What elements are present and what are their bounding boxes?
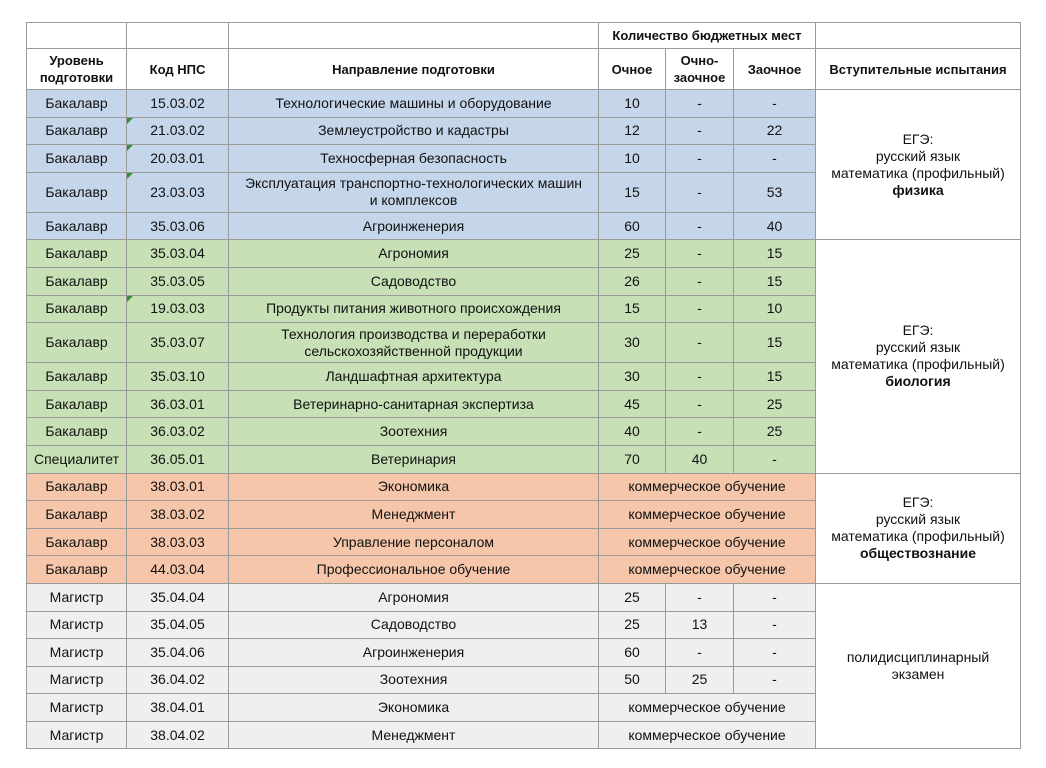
cell-marker-icon [127,296,133,302]
code-cell: 38.03.03 [127,528,229,556]
direction-cell: Садоводство [229,267,599,295]
full-time-cell: 12 [599,117,666,145]
full-time-cell: 25 [599,583,666,611]
part-time-cell: - [666,267,734,295]
code-cell: 35.03.06 [127,212,229,240]
full-time-cell: 60 [599,639,666,667]
code-cell: 23.03.03 [127,172,229,212]
level-cell: Бакалавр [27,473,127,501]
commercial-cell: коммерческое обучение [599,556,816,584]
direction-cell: Зоотехния [229,666,599,694]
part-time-cell: - [666,90,734,118]
full-time-header: Очное [599,49,666,90]
level-cell: Специалитет [27,445,127,473]
correspondence-cell: - [734,445,816,473]
direction-cell: Управление персоналом [229,528,599,556]
part-time-cell: - [666,418,734,446]
code-cell: 36.05.01 [127,445,229,473]
level-cell: Бакалавр [27,390,127,418]
table-row [27,583,1021,611]
part-time-cell: - [666,323,734,363]
level-header: Уровень подготовки [27,49,127,90]
direction-cell: Менеджмент [229,721,599,749]
full-time-cell: 50 [599,666,666,694]
header-empty-cell [229,23,599,49]
direction-cell: Зоотехния [229,418,599,446]
direction-cell: Садоводство [229,611,599,639]
table-body [27,90,1021,749]
full-time-cell: 10 [599,145,666,173]
level-cell: Бакалавр [27,363,127,391]
correspondence-cell: 22 [734,117,816,145]
exams-header: Вступительные испытания [816,49,1021,90]
direction-cell: Эксплуатация транспортно-технологических машин и комплексов [229,172,599,212]
code-cell: 36.03.01 [127,390,229,418]
direction-cell: Агроинженерия [229,212,599,240]
code-cell: 35.04.04 [127,583,229,611]
commercial-cell: коммерческое обучение [599,501,816,529]
full-time-cell: 26 [599,267,666,295]
part-time-cell: - [666,583,734,611]
level-cell: Бакалавр [27,90,127,118]
correspondence-cell: 15 [734,267,816,295]
correspondence-cell: 25 [734,418,816,446]
level-cell: Бакалавр [27,323,127,363]
direction-cell: Ветеринария [229,445,599,473]
correspondence-cell: - [734,583,816,611]
exam-requirements-cell: ЕГЭ: русский язык математика (профильный) физика [816,90,1021,240]
code-cell: 36.04.02 [127,666,229,694]
correspondence-cell: 15 [734,363,816,391]
correspondence-cell: - [734,145,816,173]
correspondence-header: Заочное [734,49,816,90]
code-cell: 35.04.06 [127,639,229,667]
full-time-cell: 60 [599,212,666,240]
direction-cell: Технология производства и переработки сельскохозяйственной продукции [229,323,599,363]
part-time-cell: - [666,212,734,240]
level-cell: Магистр [27,611,127,639]
table-row [27,473,1021,501]
commercial-cell: коммерческое обучение [599,473,816,501]
direction-cell: Техносферная безопасность [229,145,599,173]
full-time-cell: 25 [599,611,666,639]
level-cell: Бакалавр [27,145,127,173]
code-cell: 35.03.07 [127,323,229,363]
direction-cell: Экономика [229,694,599,722]
part-time-cell: - [666,390,734,418]
level-cell: Бакалавр [27,117,127,145]
code-cell: 38.04.01 [127,694,229,722]
correspondence-cell: 10 [734,295,816,323]
level-cell: Бакалавр [27,501,127,529]
commercial-cell: коммерческое обучение [599,528,816,556]
direction-cell: Профессиональное обучение [229,556,599,584]
code-cell: 35.03.05 [127,267,229,295]
exam-requirements-cell: ЕГЭ: русский язык математика (профильный) биология [816,240,1021,473]
full-time-cell: 15 [599,172,666,212]
correspondence-cell: 25 [734,390,816,418]
code-cell: 38.04.02 [127,721,229,749]
level-cell: Бакалавр [27,267,127,295]
code-cell: 19.03.03 [127,295,229,323]
direction-cell: Технологические машины и оборудование [229,90,599,118]
cell-marker-icon [127,145,133,151]
table-row [27,90,1021,118]
code-cell: 35.04.05 [127,611,229,639]
cell-marker-icon [127,118,133,124]
code-cell: 35.03.04 [127,240,229,268]
level-cell: Бакалавр [27,212,127,240]
level-cell: Бакалавр [27,528,127,556]
level-cell: Бакалавр [27,240,127,268]
correspondence-cell: 53 [734,172,816,212]
full-time-cell: 40 [599,418,666,446]
admission-table [26,22,1021,749]
code-cell: 21.03.02 [127,117,229,145]
exam-requirements-cell: полидисциплинарный экзамен [816,583,1021,749]
code-header: Код НПС [127,49,229,90]
part-time-cell: - [666,145,734,173]
correspondence-cell: - [734,90,816,118]
level-cell: Бакалавр [27,556,127,584]
code-cell: 38.03.02 [127,501,229,529]
direction-cell: Агрономия [229,240,599,268]
correspondence-cell: - [734,639,816,667]
correspondence-cell: - [734,666,816,694]
header-empty-cell [27,23,127,49]
part-time-cell: 13 [666,611,734,639]
table-row [27,240,1021,268]
full-time-cell: 10 [599,90,666,118]
header-empty-cell [127,23,229,49]
part-time-header: Очно- заочное [666,49,734,90]
level-cell: Бакалавр [27,418,127,446]
code-cell: 15.03.02 [127,90,229,118]
full-time-cell: 30 [599,363,666,391]
direction-cell: Землеустройство и кадастры [229,117,599,145]
full-time-cell: 30 [599,323,666,363]
full-time-cell: 70 [599,445,666,473]
correspondence-cell: 15 [734,240,816,268]
cell-marker-icon [127,173,133,179]
direction-cell: Продукты питания животного происхождения [229,295,599,323]
full-time-cell: 45 [599,390,666,418]
part-time-cell: - [666,295,734,323]
commercial-cell: коммерческое обучение [599,694,816,722]
code-cell: 38.03.01 [127,473,229,501]
code-cell: 35.03.10 [127,363,229,391]
direction-cell: Агрономия [229,583,599,611]
direction-cell: Агроинженерия [229,639,599,667]
level-cell: Бакалавр [27,295,127,323]
part-time-cell: - [666,363,734,391]
code-cell: 36.03.02 [127,418,229,446]
level-cell: Магистр [27,583,127,611]
part-time-cell: 40 [666,445,734,473]
level-cell: Магистр [27,666,127,694]
direction-cell: Ландшафтная архитектура [229,363,599,391]
header-empty-cell [816,23,1021,49]
correspondence-cell: - [734,611,816,639]
level-cell: Магистр [27,694,127,722]
commercial-cell: коммерческое обучение [599,721,816,749]
part-time-cell: 25 [666,666,734,694]
direction-cell: Менеджмент [229,501,599,529]
part-time-cell: - [666,639,734,667]
correspondence-cell: 40 [734,212,816,240]
level-cell: Магистр [27,639,127,667]
part-time-cell: - [666,117,734,145]
direction-cell: Ветеринарно-санитарная экспертиза [229,390,599,418]
direction-header: Направление подготовки [229,49,599,90]
full-time-cell: 15 [599,295,666,323]
part-time-cell: - [666,172,734,212]
level-cell: Магистр [27,721,127,749]
budget-places-header: Количество бюджетных мест [599,23,816,49]
level-cell: Бакалавр [27,172,127,212]
exam-requirements-cell: ЕГЭ: русский язык математика (профильный) обществознание [816,473,1021,583]
full-time-cell: 25 [599,240,666,268]
correspondence-cell: 15 [734,323,816,363]
code-cell: 20.03.01 [127,145,229,173]
direction-cell: Экономика [229,473,599,501]
part-time-cell: - [666,240,734,268]
code-cell: 44.03.04 [127,556,229,584]
